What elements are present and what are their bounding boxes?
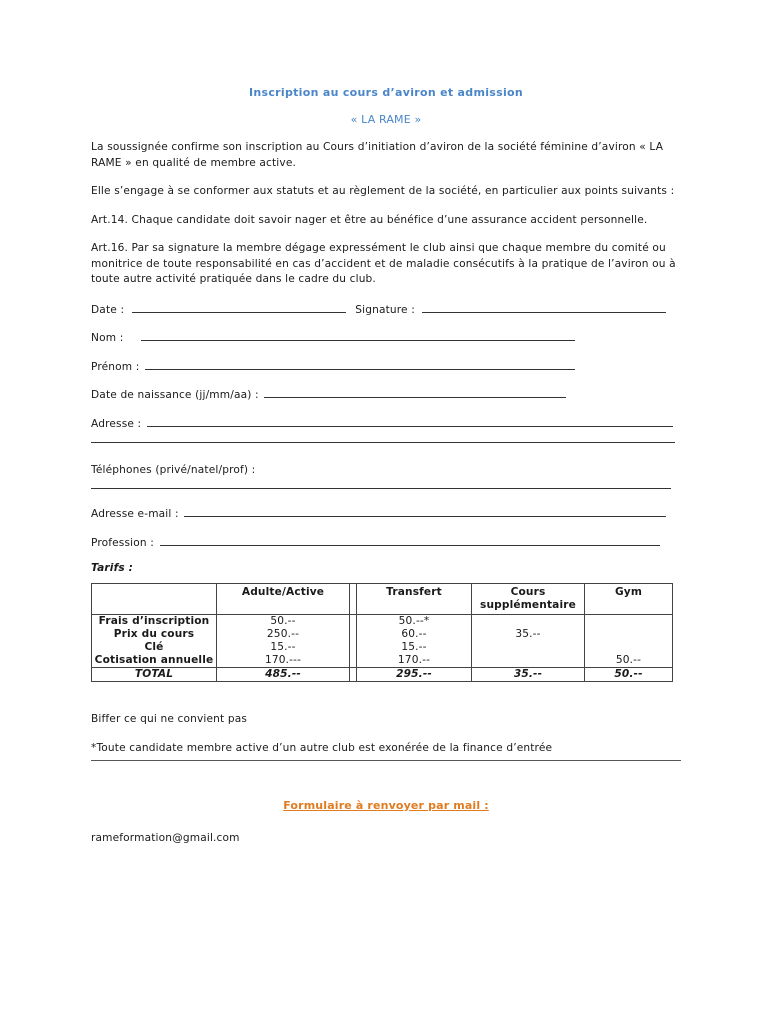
adresse-field[interactable] <box>147 415 673 427</box>
adresse-label: Adresse : <box>91 417 142 430</box>
value-cell <box>585 641 673 654</box>
value-cell <box>472 654 585 668</box>
nom-row <box>91 329 681 346</box>
naissance-row <box>91 386 681 403</box>
telephones-row <box>91 462 681 478</box>
date-field[interactable] <box>132 301 346 313</box>
header-adulte: Adulte/Active <box>217 584 350 615</box>
gap-cell <box>350 641 357 654</box>
value-cell: 250.-- <box>217 628 350 641</box>
email-label: Adresse e-mail : <box>91 508 179 520</box>
gap-cell <box>350 615 357 629</box>
document-page <box>91 80 681 844</box>
value-cell <box>472 615 585 629</box>
row-label: Cotisation annuelle <box>92 654 217 668</box>
email-field[interactable] <box>184 505 666 517</box>
total-label: TOTAL <box>92 668 217 682</box>
paragraph-art14: Art.14. Chaque candidate doit savoir nager et être au bénéfice d’une assurance accident personnelle. <box>91 213 648 226</box>
table-row <box>92 654 673 668</box>
tarifs-corner-cell <box>92 584 217 615</box>
row-label: Frais d’inscription <box>92 615 217 629</box>
header-transfert: Transfert <box>357 584 472 615</box>
nom-label: Nom : <box>91 332 124 344</box>
prenom-field[interactable] <box>145 358 575 370</box>
gap-cell <box>350 654 357 668</box>
biffer-note: Biffer ce qui ne convient pas <box>91 713 248 725</box>
telephones-row-2 <box>91 478 681 494</box>
value-cell: 35.-- <box>472 628 585 641</box>
value-cell <box>585 615 673 629</box>
signature-field[interactable] <box>422 301 666 313</box>
value-cell: 50.-- <box>585 654 673 668</box>
naissance-label: Date de naissance (jj/mm/aa) : <box>91 389 259 401</box>
paragraph-engagement: Elle s’engage à se conformer aux statuts et au règlement de la société, en particulier aux points suivants : <box>91 185 675 197</box>
gap-cell <box>350 668 357 682</box>
value-cell <box>585 628 673 641</box>
telephones-field[interactable] <box>91 481 671 489</box>
adresse-field-2[interactable] <box>91 433 675 443</box>
header-cours-supp: Cours supplémentaire <box>472 584 585 615</box>
naissance-field[interactable] <box>264 386 566 398</box>
value-cell: 60.-- <box>357 628 472 641</box>
table-row <box>92 615 673 629</box>
send-by-mail-heading: Formulaire à renvoyer par mail : <box>283 799 489 812</box>
tarifs-header-row <box>92 584 673 615</box>
date-label: Date : <box>91 303 125 316</box>
gap-cell <box>350 584 357 615</box>
prenom-row <box>91 358 681 375</box>
date-signature-row <box>91 301 681 318</box>
footnote: *Toute candidate membre active d’un autre club est exonérée de la finance d’entrée <box>91 741 681 762</box>
tarifs-table <box>91 583 673 682</box>
paragraph-art16: Art.16. Par sa signature la membre dégage expressément le club ainsi que chaque membre du comité ou monitrice de toute responsabilité en cas d’accident et de maladie consécutifs à la pratique de l’aviron ou à toute autre activité pratiquée dans le cadre du club. <box>91 242 676 285</box>
value-cell <box>472 641 585 654</box>
total-value: 295.-- <box>357 668 472 682</box>
row-label: Prix du cours <box>92 628 217 641</box>
value-cell: 15.-- <box>357 641 472 654</box>
value-cell: 50.-- <box>217 615 350 629</box>
adresse-row-2 <box>91 432 681 448</box>
document-subtitle: « LA RAME » <box>350 113 422 126</box>
adresse-row <box>91 415 681 432</box>
profession-row <box>91 534 681 551</box>
telephones-label: Téléphones (privé/natel/prof) : <box>91 463 256 476</box>
value-cell: 170.-- <box>357 654 472 668</box>
table-row <box>92 628 673 641</box>
header-gym: Gym <box>585 584 673 615</box>
value-cell: 15.-- <box>217 641 350 654</box>
document-title: Inscription au cours d’aviron et admission <box>248 86 524 99</box>
profession-field[interactable] <box>160 534 660 546</box>
profession-label: Profession : <box>91 536 154 549</box>
tarifs-title: Tarifs : <box>91 562 134 574</box>
table-row <box>92 641 673 654</box>
gap-cell <box>350 628 357 641</box>
contact-email[interactable]: rameformation@gmail.com <box>91 832 240 844</box>
prenom-label: Prénom : <box>91 360 140 373</box>
signature-label: Signature : <box>355 303 415 316</box>
email-row <box>91 505 681 522</box>
paragraph-confirmation: La soussignée confirme son inscription au Cours d’initiation d’aviron de la société féminine d’aviron « LA RAME » en qualité de membre active. <box>91 141 664 169</box>
value-cell: 170.--- <box>217 654 350 668</box>
total-row <box>92 668 673 682</box>
nom-field[interactable] <box>141 329 575 341</box>
total-value: 50.-- <box>585 668 673 682</box>
total-value: 485.-- <box>217 668 350 682</box>
total-value: 35.-- <box>472 668 585 682</box>
value-cell: 50.--* <box>357 615 472 629</box>
row-label: Clé <box>92 641 217 654</box>
